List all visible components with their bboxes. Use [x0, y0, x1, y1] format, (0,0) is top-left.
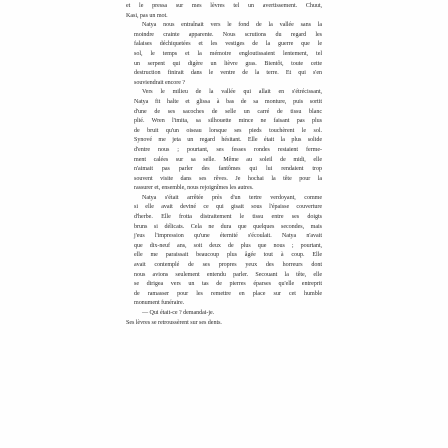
- text-line: Natya fit halte et glissa à bas de sa monture, puis sortit: [134, 98, 322, 105]
- text-line: que dix-neuf ans, soit deux de plus que nous ; pourtant,: [134, 242, 322, 249]
- text-line: j'eus l'impression qu'une éternité s'écoulait. Natya n'avait: [134, 233, 322, 240]
- text-line: un serpent qui digère un lièvre gras. Bientôt, toute cette: [134, 60, 322, 67]
- text-line: souviendrait encore ?: [134, 79, 186, 86]
- text-line: nous avions seulement entendu parler. Secouant la tête, elle: [134, 271, 322, 278]
- text-line: plié. Wren l'imita, sa silhouette mince ne faisant pas plus: [134, 118, 322, 125]
- text-line: rassurer et, ensemble, nous rejoignîmes les autres.: [134, 185, 254, 192]
- text-line: Synové me jeta un regard hésitant. Elle était la plus solide: [134, 137, 322, 144]
- text-line: Vers le milieu de la vallée qui allait en s'étrécissant,: [142, 89, 322, 96]
- paragraph-3: [126, 88, 322, 194]
- text-line: moindre crainte apparente. Nous scrutions du regard les: [134, 31, 322, 38]
- text-line: sol, le temps et la mémoire engloutissaient lentement, tel: [134, 50, 322, 57]
- text-line: Ses lèvres se retroussèrent sur ses dents.: [126, 319, 222, 326]
- text-line: Kasi, pas un mot.: [126, 12, 168, 19]
- text-line: de ramasser pour les remettre en place sur cet humble: [134, 290, 322, 297]
- text-line: et le pressa sur mes lèvres tel un avertissement. Chuut,: [126, 3, 322, 9]
- paragraph-6: [126, 319, 322, 329]
- text-column: [126, 2, 322, 328]
- text-line: se dirigea vers un tas de pierres éparses qu'elle entreprit: [134, 281, 322, 288]
- text-line: — Qui était-ce ? demandai-je.: [142, 310, 215, 316]
- text-line: Natya nous entraînait vers le fond de la vallée sans la: [142, 22, 322, 29]
- text-line: n'aimait pas parler des fantômes qui lui rendaient trop: [134, 166, 322, 173]
- text-line: d'entre nous ; pourtant, ses fesses rondes restaient ferme-: [134, 146, 322, 153]
- text-line: ment calées sur sa selle. Même au soleil de midi, elle: [134, 156, 322, 163]
- text-line: d'herbe. Elle frotta distraitement le tissu entre ses doigts: [134, 214, 322, 221]
- text-line: monument funéraire.: [134, 300, 185, 307]
- paragraph-dialogue: [126, 309, 322, 319]
- paragraph-4: [126, 194, 322, 309]
- paragraph-2: [126, 21, 322, 88]
- text-line: Natya s'était arrêtée près d'un tertre verdoyant, comme: [142, 194, 322, 201]
- text-line: avait contemplé de ses propres yeux des horreurs dont: [134, 262, 322, 269]
- text-line: de bruit qu'un oiseau lorsque ses pieds touchèrent le sol.: [134, 127, 322, 134]
- text-line: bruns si délicats. Cela ne dura que quelques secondes, mais: [134, 223, 322, 230]
- text-line: destruction finirait dans le ventre de la terre. Et qui s'en: [134, 70, 322, 77]
- paragraph-1: [126, 2, 322, 21]
- text-line: souvent visite dans ses rêves. Je hochai la tête pour la: [134, 175, 322, 182]
- text-line: d'une de ses sacoches de selle un carré de tissu blanc: [134, 108, 322, 115]
- text-line: falaises déchiquetées et les vestiges de la guerre que le: [134, 41, 322, 48]
- text-line: elle me paraissait beaucoup plus âgée tout à coup. Elle: [134, 252, 322, 259]
- text-line: si elle avait deviné ce qui gisait sous l'épaisse couverture: [134, 204, 322, 211]
